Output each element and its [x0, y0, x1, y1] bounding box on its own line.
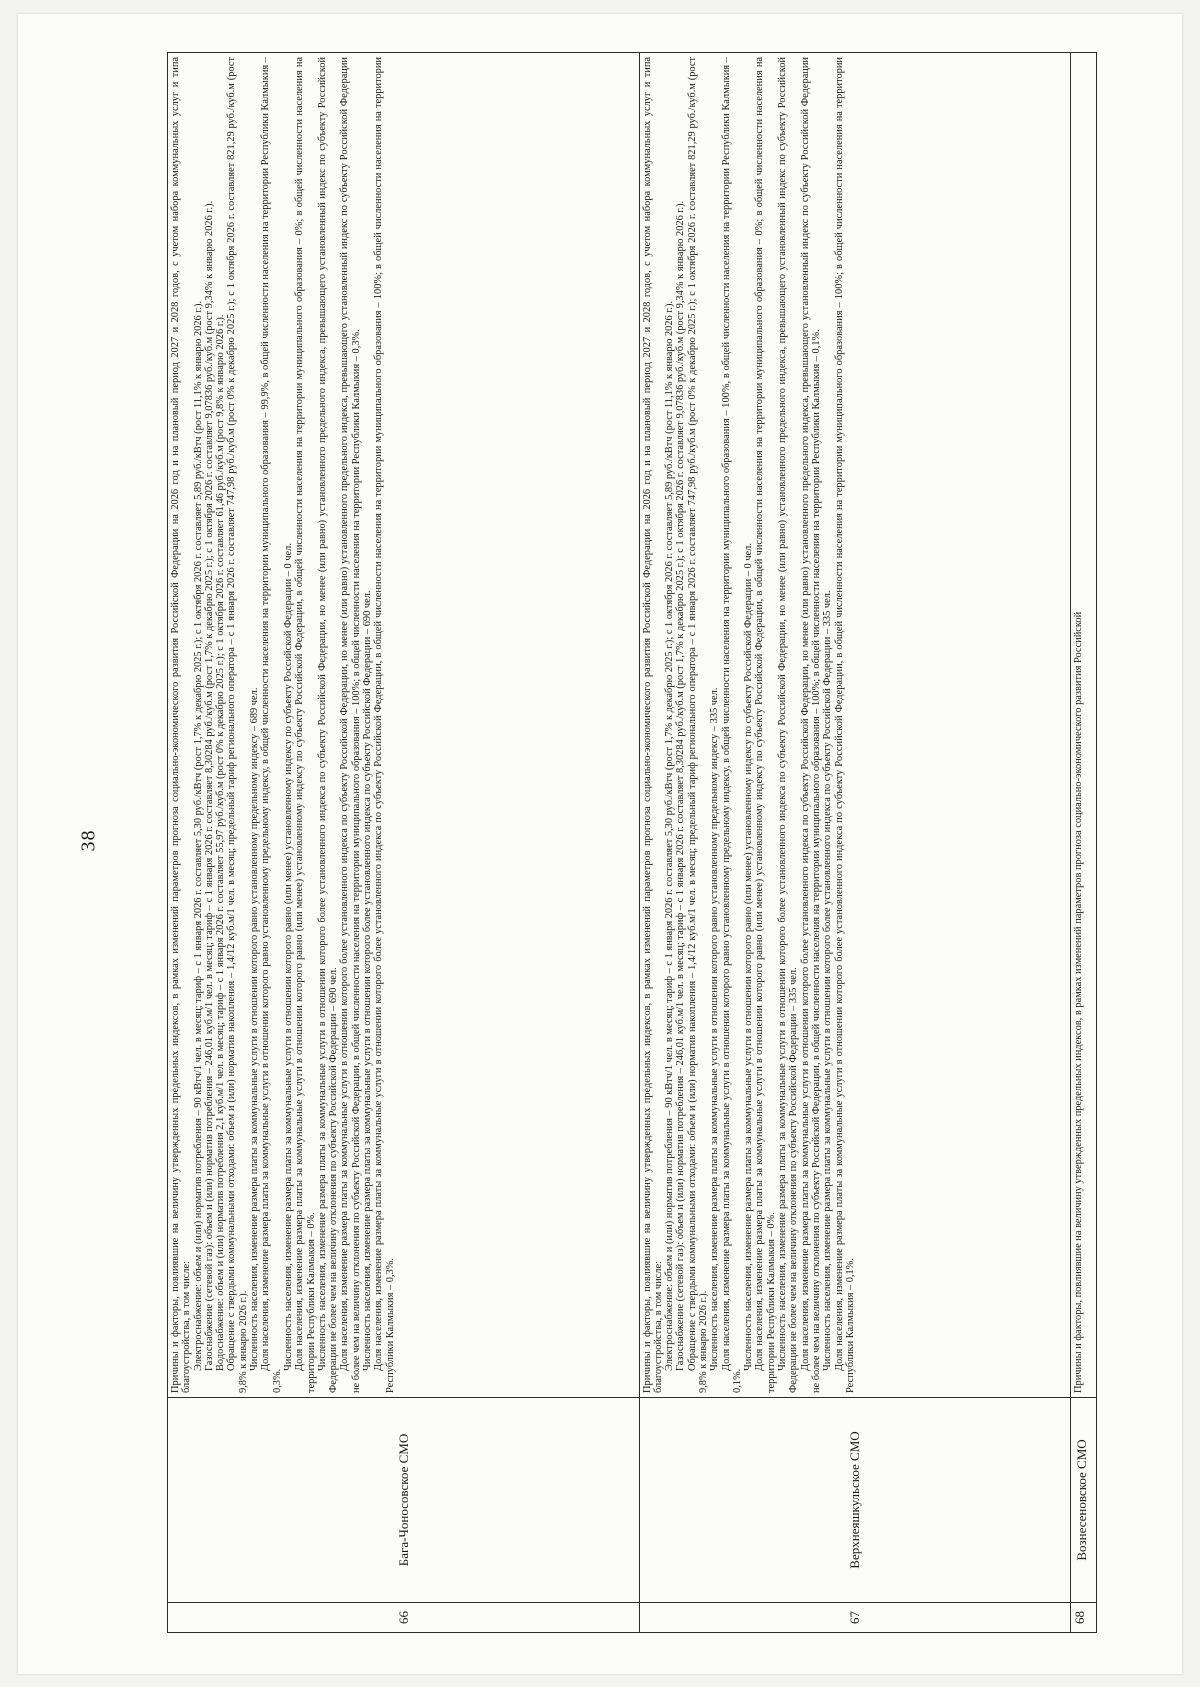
municipality-name: Вознесеновское СМО [1070, 1398, 1096, 1603]
paragraph: Доля населения, изменение размера платы за коммунальные услуги в отношении которого более установленного индекса по субъекту Российской Федерации, но менее (или равно) установленного предельного индекса, превышающего установленный индекс по субъекту Российской Федерации не более чем на величину отклонения по субъекту Российской Федерации, в общей численности населения на территории муниципального образования – 100%; в общей численности населения на территории Республики Калмыкия – 0,1%. [799, 57, 822, 1393]
paragraph: Доля населения, изменение размера платы за коммунальные услуги в отношении которого более установленного индекса по субъекту Российской Федерации, но менее (или равно) установленного предельного индекса, превышающего установленный индекс по субъекту Российской Федерации не более чем на величину отклонения по субъекту Российской Федерации, в общей численности населения на территории муниципального образования – 100%; в общей численности населения на территории Республики Калмыкия – 0,3%. [339, 57, 362, 1393]
paragraph: Доля населения, изменение размера платы за коммунальные услуги в отношении которого более установленного индекса по субъекту Российской Федерации, в общей численности населения на территории муниципального образования – 100%; в общей численности населения на территории Республики Калмыкия – 0,3%. [373, 57, 396, 1393]
row-number: 67 [639, 1603, 1070, 1633]
paragraph: Доля населения, изменение размера платы за коммунальные услуги в отношении которого более установленного индекса по субъекту Российской Федерации, в общей численности населения на территории муниципального образования – 100%; в общей численности населения на территории Республики Калмыкия – 0,1%. [833, 57, 856, 1393]
paragraph: Доля населения, изменение размера платы за коммунальные услуги в отношении которого равно установленному предельному индексу, в общей численности населения на территории муниципального образования – 99,9%, в общей численности населения на территории Республики Калмыкия – 0,3%. [260, 57, 283, 1393]
paragraph: Численность населения, изменение размера платы за коммунальные услуги в отношении которого более установленного индекса по субъекту Российской Федерации – 690 чел. [362, 590, 374, 1371]
table-row [168, 53, 640, 1633]
row-number: 66 [168, 1603, 640, 1633]
paragraph: Численность населения, изменение размера платы за коммунальные услуги в отношении которого равно (или менее) установленному индексу по субъекту Российской Федерации – 0 чел. [743, 543, 755, 1371]
row-description [639, 53, 1070, 1398]
paragraph: Причины и факторы, повлиявшие на величину утвержденных предельных индексов, в рамках изменений параметров прогноза социально-экономического развития Российской Федерации на 2026 год и на плановый период 2027 и 2028 годов, с учетом набора коммунальных услуг и типа благоустройства, в том числе: [641, 57, 664, 1393]
paragraph: Причины и факторы, повлиявшие на величину утвержденных предельных индексов, в рамках изменений параметров прогноза социально-экономического развития Российской Федерации на 2026 год и на плановый период 2027 и 2028 годов, с учетом набора коммунальных услуг и типа благоустройства, в том числе: [170, 57, 193, 1393]
paragraph: Водоснабжение: объем и (или) норматив потребления 2,1 куб.м/1 чел. в месяц; тариф – с 1 января 2026 г. составляет 55,97 руб./куб.м (рост 0% к декабрю 2025 г.); с 1 октября 2026 г. составляет 61,46 руб./куб.м (рост 9,8% к январю 2026 г.). [215, 314, 227, 1371]
paragraph: Доля населения, изменение размера платы за коммунальные услуги в отношении которого равно (или менее) установленному индексу по субъекту Российской Федерации, в общей численности населения на территории муниципального образования – 0%; в общей численности населения на территории Республики Калмыкия – 0%. [294, 57, 317, 1393]
row-description [168, 53, 640, 1398]
paragraph: Доля населения, изменение размера платы за коммунальные услуги в отношении которого равно (или менее) установленному индексу по субъекту Российской Федерации, в общей численности населения на территории муниципального образования – 0%; в общей численности населения на территории Республики Калмыкия – 0%. [754, 57, 777, 1393]
paragraph: Обращение с твердыми коммунальными отходами: объем и (или) норматив накопления – 1,4/12 куб.м/1 чел. в месяц; предельный тариф регионального оператора – с 1 января 2026 г. составляет 747,98 руб./куб.м (рост 0% к декабрю 2025 г.); с 1 октября 2026 г. составляет 821,29 руб./куб.м (рост 9,8% к январю 2026 г.). [226, 57, 249, 1393]
paragraph: Электроснабжение: объем и (или) норматив потребления – 90 кВтч/1 чел. в месяц; тариф – с 1 января 2026 г. составляет 5,30 руб./кВтч (рост 1,7% к декабрю 2025 г.); с 1 октября 2026 г. составляет 5,89 руб./кВтч (рост 11,1% к январю 2026 г.). [192, 300, 204, 1371]
rotated-content [167, 53, 1097, 1633]
page-number: 38 [77, 829, 100, 852]
row-number: 68 [1070, 1603, 1096, 1633]
paragraph: Доля населения, изменение размера платы за коммунальные услуги в отношении которого равно установленному предельному индексу, в общей численности населения на территории муниципального образования – 100%, в общей численности населения на территории Республики Калмыкия – 0,1%. [720, 57, 743, 1393]
paragraph: Численность населения, изменение размера платы за коммунальные услуги в отношении которого более установленного индекса по субъекту Российской Федерации – 335 чел. [822, 590, 834, 1371]
table-row [1070, 53, 1096, 1633]
indices-table [167, 52, 1097, 1633]
paragraph: Обращение с твердыми коммунальными отходами: объем и (или) норматив накопления – 1,4/12 куб.м/1 чел. в месяц; предельный тариф регионального оператора – с 1 января 2026 г. составляет 747,98 руб./куб.м (рост 0% к декабрю 2025 г.); с 1 октября 2026 г. составляет 821,29 руб./куб.м (рост 9,8% к январю 2026 г.). [686, 57, 709, 1393]
municipality-name: Бага-Чоносовское СМО [168, 1398, 640, 1603]
paragraph: Численность населения, изменение размера платы за коммунальные услуги в отношении которого равно установленному предельному индексу – 689 чел. [249, 687, 261, 1371]
paragraph: Причины и факторы, повлиявшие на величину утвержденных предельных индексов, в рамках изменений параметров прогноза социально-экономического развития Российской [1072, 611, 1084, 1393]
paragraph: Газоснабжение (сетевой газ): объем и (или) норматив потребления – 246,01 куб.м/1 чел. в месяц; тариф – с 1 января 2026 г. составляет 8,30284 руб./куб.м (рост 1,7% к декабрю 2025 г.); с 1 октября 2026 г. составляет 9,07836 руб./куб.м (рост 9,34% к январю 2026 г.). [675, 200, 687, 1371]
paragraph: Численность населения, изменение размера платы за коммунальные услуги в отношении которого более установленного индекса по субъекту Российской Федерации, но менее (или равно) установленного предельного индекса, превышающего установленный индекс по субъекту Российской Федерации не более чем на величину отклонения по субъекту Российской Федерации – 335 чел. [777, 57, 800, 1393]
paragraph: Численность населения, изменение размера платы за коммунальные услуги в отношении которого более установленного индекса по субъекту Российской Федерации, но менее (или равно) установленного предельного индекса, превышающего установленный индекс по субъекту Российской Федерации не более чем на величину отклонения по субъекту Российской Федерации – 690 чел. [316, 57, 340, 1393]
municipality-name: Верхнеяшкульское СМО [639, 1398, 1070, 1603]
row-description [1070, 53, 1096, 1398]
table-row [639, 53, 1070, 1633]
paragraph: Численность населения, изменение размера платы за коммунальные услуги в отношении которого равно (или менее) установленному индексу по субъекту Российской Федерации – 0 чел. [282, 543, 294, 1371]
paragraph: Электроснабжение: объем и (или) норматив потребления – 90 кВтч/1 чел. в месяц; тариф – с 1 января 2026 г. составляет 5,30 руб./кВтч (рост 1,7% к декабрю 2025 г.); с 1 октября 2026 г. составляет 5,89 руб./кВтч (рост 11,1% к январю 2026 г.). [664, 300, 676, 1371]
paragraph: Газоснабжение (сетевой газ): объем и (или) норматив потребления – 246,01 куб.м/1 чел. в месяц; тариф – с 1 января 2026 г. составляет 8,30284 руб./куб.м (рост 1,7% к декабрю 2025 г.); с 1 октября 2026 г. составляет 9,07836 руб./куб.м (рост 9,34% к январю 2026 г.). [203, 200, 215, 1371]
paragraph: Численность населения, изменение размера платы за коммунальные услуги в отношении которого равно установленному предельному индексу – 335 чел. [709, 687, 721, 1371]
